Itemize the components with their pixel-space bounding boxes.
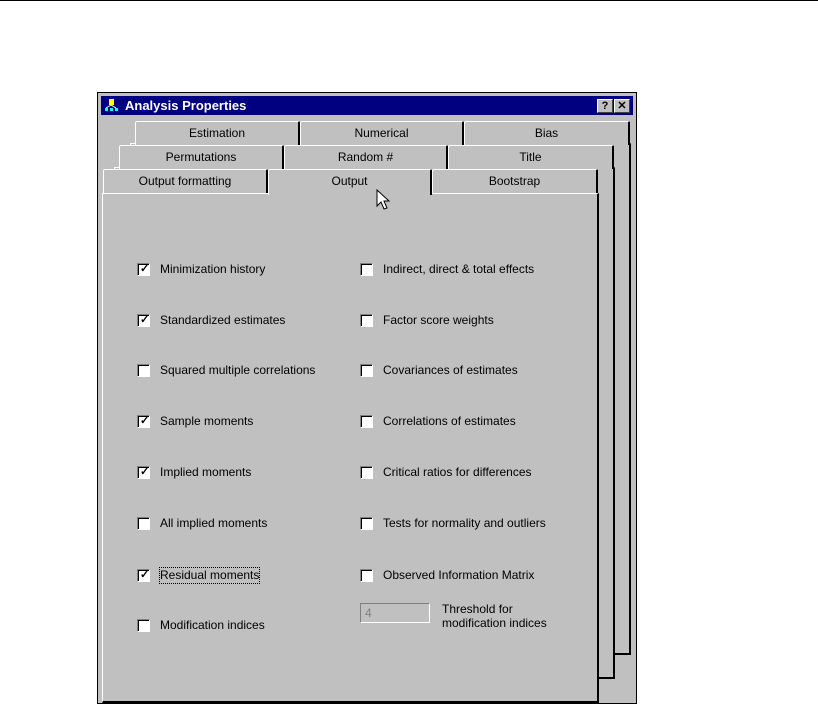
threshold-label-line1: Threshold for bbox=[442, 602, 513, 616]
option-label: Observed Information Matrix bbox=[383, 568, 535, 582]
tab-estimation[interactable]: Estimation bbox=[135, 121, 300, 145]
tab-permutations[interactable]: Permutations bbox=[119, 145, 284, 169]
option-label: Residual moments bbox=[160, 568, 260, 582]
checkbox[interactable] bbox=[360, 263, 373, 276]
tab-bootstrap[interactable]: Bootstrap bbox=[432, 169, 598, 193]
option-label: All implied moments bbox=[160, 516, 268, 530]
checkbox[interactable]: ✓ bbox=[137, 569, 150, 582]
tab-page-output bbox=[102, 193, 599, 703]
option-label: Minimization history bbox=[160, 262, 266, 276]
tab-output-formatting[interactable]: Output formatting bbox=[103, 169, 268, 193]
tab-bias[interactable]: Bias bbox=[464, 121, 630, 145]
tab-random[interactable]: Random # bbox=[284, 145, 448, 169]
checkbox[interactable]: ✓ bbox=[137, 263, 150, 276]
option-label: Tests for normality and outliers bbox=[383, 516, 546, 530]
checkbox[interactable]: ✓ bbox=[137, 466, 150, 479]
close-button[interactable]: ✕ bbox=[614, 99, 630, 113]
option-label: Correlations of estimates bbox=[383, 414, 516, 428]
checkbox[interactable] bbox=[360, 569, 373, 582]
option-label: Sample moments bbox=[160, 414, 254, 428]
checkbox[interactable] bbox=[137, 517, 150, 530]
option-label: Covariances of estimates bbox=[383, 363, 518, 377]
checkbox[interactable] bbox=[360, 517, 373, 530]
option-label: Standardized estimates bbox=[160, 313, 286, 327]
mouse-cursor-icon bbox=[376, 189, 394, 213]
threshold-label bbox=[442, 602, 547, 630]
checkbox[interactable]: ✓ bbox=[137, 314, 150, 327]
option-label: Indirect, direct & total effects bbox=[383, 262, 535, 276]
option-label: Critical ratios for differences bbox=[383, 465, 532, 479]
checkbox[interactable] bbox=[137, 619, 150, 632]
tab-title[interactable]: Title bbox=[448, 145, 614, 169]
app-icon bbox=[104, 98, 120, 114]
tab-numerical[interactable]: Numerical bbox=[300, 121, 464, 145]
option-label: Squared multiple correlations bbox=[160, 363, 316, 377]
checkbox[interactable] bbox=[360, 466, 373, 479]
top-rule bbox=[0, 0, 818, 1]
checkbox[interactable] bbox=[360, 415, 373, 428]
checkbox[interactable] bbox=[360, 364, 373, 377]
dialog-title: Analysis Properties bbox=[125, 98, 247, 113]
tab-output[interactable]: Output bbox=[268, 169, 432, 195]
option-label: Factor score weights bbox=[383, 313, 494, 327]
option-label: Modification indices bbox=[160, 618, 265, 632]
checkbox[interactable] bbox=[360, 314, 373, 327]
option-label: Implied moments bbox=[160, 465, 252, 479]
threshold-input[interactable]: 4 bbox=[360, 603, 430, 623]
title-bar[interactable] bbox=[101, 96, 633, 115]
help-button[interactable]: ? bbox=[597, 99, 613, 113]
checkbox[interactable]: ✓ bbox=[137, 415, 150, 428]
checkbox[interactable] bbox=[137, 364, 150, 377]
threshold-label-line2: modification indices bbox=[442, 616, 547, 630]
